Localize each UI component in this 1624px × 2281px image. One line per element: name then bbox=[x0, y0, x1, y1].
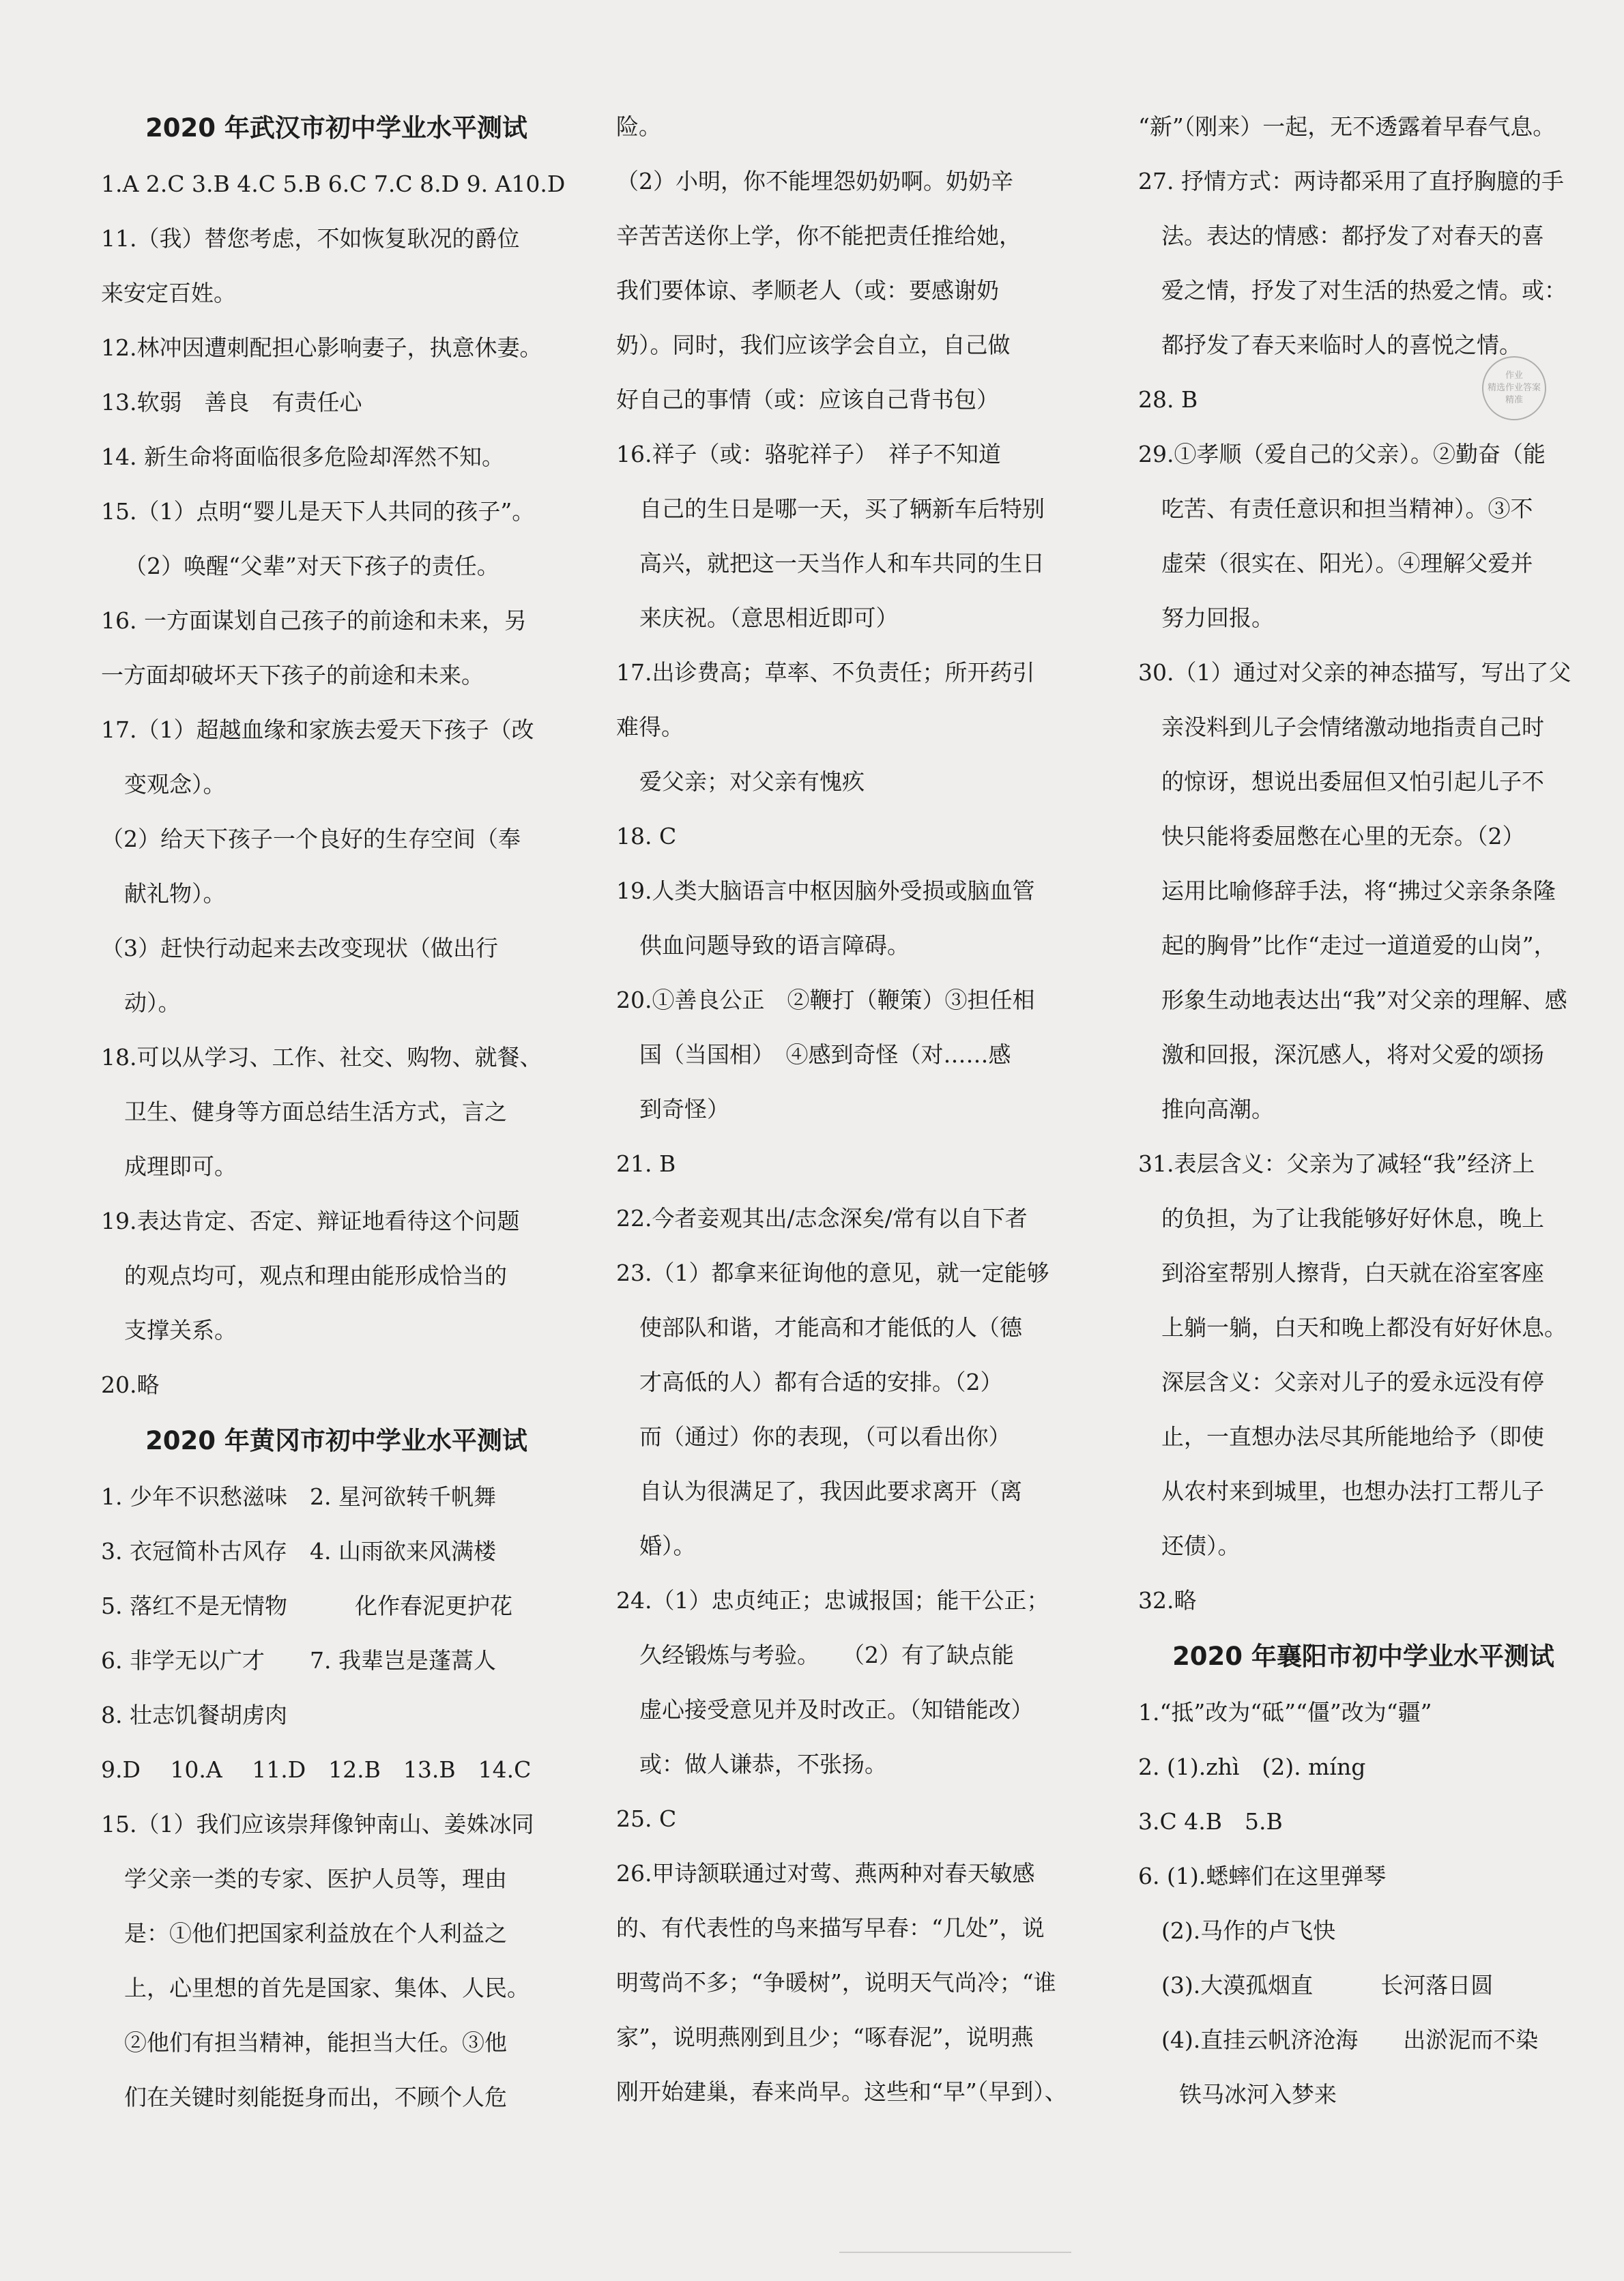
answer-line: 形象生动地表达出“我”对父亲的理解、感 bbox=[1161, 987, 1567, 1013]
answer-line: 15.（1）我们应该崇拜像钟南山、姜姝冰同 bbox=[101, 1811, 534, 1837]
answer-line: 18. C bbox=[616, 823, 677, 849]
answer-line: （2）唤醒“父辈”对天下孩子的责任。 bbox=[124, 553, 499, 579]
answer-line: (2).马作的卢飞快 bbox=[1161, 1917, 1336, 1944]
answer-line: 27. 抒情方式：两诗都采用了直抒胸臆的手 bbox=[1138, 168, 1564, 194]
answer-line: （2）给天下孩子一个良好的生存空间（奉 bbox=[101, 826, 521, 852]
answer-line: 我们要体谅、孝顺老人（或：要感谢奶 bbox=[616, 277, 999, 304]
answer-line: 从农村来到城里，也想办法打工帮儿子 bbox=[1161, 1478, 1544, 1505]
answer-line: 23.（1）都拿来征询他的意见，就一定能够 bbox=[616, 1260, 1049, 1286]
answer-line: 20.①善良公正 ②鞭打（鞭策）③担任相 bbox=[616, 987, 1035, 1013]
answer-line: 的观点均可，观点和理由能形成恰当的 bbox=[124, 1262, 507, 1289]
column-middle bbox=[616, 100, 1107, 2119]
answer-line: 3. 衣冠简朴古风存 4. 山雨欲来风满楼 bbox=[101, 1538, 496, 1565]
answer-line: 好自己的事情（或：应该自己背书包） bbox=[616, 386, 999, 413]
answer-line: 虚心接受意见并及时改正。（知错能改） bbox=[639, 1696, 1034, 1723]
answer-line: 1.A 2.C 3.B 4.C 5.B 6.C 7.C 8.D 9. A10.D bbox=[101, 171, 566, 197]
answer-line: 险。 bbox=[616, 113, 661, 140]
answer-line: 15.（1）点明“婴儿是天下人共同的孩子”。 bbox=[101, 498, 535, 525]
answer-line: 到奇怪） bbox=[639, 1096, 729, 1122]
answer-line: 16.祥子（或：骆驼祥子） 祥子不知道 bbox=[616, 441, 1001, 467]
answer-line: 的惊讶，想说出委屈但又怕引起儿子不 bbox=[1161, 768, 1544, 795]
answer-line: 辛苦苦送你上学，你不能把责任推给她， bbox=[616, 222, 1021, 249]
answer-line: 奶）。同时，我们应该学会自立，自己做 bbox=[616, 332, 1011, 358]
answer-line: 献礼物）。 bbox=[124, 880, 226, 907]
answer-line: 28. B bbox=[1138, 386, 1198, 413]
answer-line: 都抒发了春天来临时人的喜悦之情。 bbox=[1161, 332, 1522, 358]
answer-line: 29.①孝顺（爱自己的父亲）。②勤奋（能 bbox=[1138, 441, 1546, 467]
answer-line: 12.林冲因遭刺配担心影响妻子，执意休妻。 bbox=[101, 334, 542, 361]
answer-line: 爱之情，抒发了对生活的热爱之情。或： bbox=[1161, 277, 1567, 304]
answer-line: 止，一直想办法尽其所能地给予（即使 bbox=[1161, 1423, 1544, 1450]
answer-line: 上躺一躺，白天和晚上都没有好好休息。 bbox=[1161, 1314, 1567, 1341]
answer-line: 家”，说明燕刚到且少；“啄春泥”，说明燕 bbox=[616, 2024, 1034, 2050]
answer-line: 31.表层含义：父亲为了减轻“我”经济上 bbox=[1138, 1150, 1535, 1177]
answer-line: 使部队和谐，才能高和才能低的人（德 bbox=[639, 1314, 1022, 1341]
answer-line: 亲没料到儿子会情绪激动地指责自己时 bbox=[1161, 714, 1544, 740]
answer-line: 14. 新生命将面临很多危险却浑然不知。 bbox=[101, 444, 504, 470]
answer-line: 才高低的人）都有合适的安排。（2） bbox=[639, 1369, 1003, 1395]
answer-line: 久经锻炼与考验。 （2）有了缺点能 bbox=[639, 1642, 1014, 1668]
answer-line: 起的胸骨”比作“走过一道道爱的山岗”， bbox=[1161, 932, 1556, 959]
answer-line: 供血问题导致的语言障碍。 bbox=[639, 932, 910, 959]
answer-line: 20.略 bbox=[101, 1371, 160, 1398]
answer-line: 变观念）。 bbox=[124, 771, 226, 798]
answer-line: ②他们有担当精神，能担当大任。③他 bbox=[124, 2029, 507, 2056]
answer-line: 18.可以从学习、工作、社交、购物、就餐、 bbox=[101, 1044, 542, 1071]
answer-line: 1.“抵”改为“砥”“僵”改为“疆” bbox=[1138, 1699, 1432, 1726]
answer-line: “新”（刚来）一起，无不透露着早春气息。 bbox=[1138, 113, 1556, 140]
answer-line: 22.今者妾观其出/志念深矣/常有以自下者 bbox=[616, 1205, 1028, 1232]
column-left bbox=[101, 100, 572, 2125]
section-title: 2020 年襄阳市初中学业水平测试 bbox=[1172, 1642, 1554, 1671]
answer-line: 虚荣（很实在、阳光）。④理解父爱并 bbox=[1161, 550, 1533, 577]
answer-line: 婚）。 bbox=[639, 1532, 696, 1559]
answer-line: (3).大漠孤烟直 长河落日圆 bbox=[1161, 1972, 1494, 1999]
answer-line: 支撑关系。 bbox=[124, 1317, 237, 1343]
answer-line: （3）赶快行动起来去改变现状（做出行 bbox=[101, 935, 498, 961]
answer-line: 的、有代表性的鸟来描写早春：“几处”，说 bbox=[616, 1915, 1045, 1941]
answer-line: 上，心里想的首先是国家、集体、人民。 bbox=[124, 1975, 530, 2001]
answer-line: 卫生、健身等方面总结生活方式，言之 bbox=[124, 1099, 507, 1125]
answer-line: 难得。 bbox=[616, 714, 684, 740]
answer-line: 自认为很满足了，我因此要求离开（离 bbox=[639, 1478, 1022, 1505]
answer-line: 17.（1）超越血缘和家族去爱天下孩子（改 bbox=[101, 716, 534, 743]
answer-line: 推向高潮。 bbox=[1161, 1096, 1274, 1122]
answer-line: 深层含义：父亲对儿子的爱永远没有停 bbox=[1161, 1369, 1544, 1395]
watermark-stamp: 作业 精选作业答案 精准 bbox=[1482, 356, 1546, 420]
answer-line: 吃苦、有责任意识和担当精神）。③不 bbox=[1161, 495, 1533, 522]
section-title: 2020 年黄冈市初中学业水平测试 bbox=[145, 1426, 527, 1455]
answer-line: 动）。 bbox=[124, 989, 181, 1016]
answer-line: 9.D 10.A 11.D 12.B 13.B 14.C bbox=[101, 1756, 532, 1783]
answer-line: 快只能将委屈憋在心里的无奈。（2） bbox=[1161, 823, 1525, 849]
answer-line: 还债）。 bbox=[1161, 1532, 1241, 1559]
answer-line: 来庆祝。（意思相近即可） bbox=[639, 605, 899, 631]
answer-line: 11.（我）替您考虑，不如恢复耿况的爵位 bbox=[101, 225, 520, 252]
answer-line: 刚开始建巢，春来尚早。这些和“早”（早到）、 bbox=[616, 2078, 1067, 2105]
answer-line: 5. 落红不是无情物 化作春泥更护花 bbox=[101, 1593, 512, 1619]
answer-line: 32.略 bbox=[1138, 1587, 1197, 1614]
answer-line: 明莺尚不多；“争暖树”，说明天气尚冷；“谁 bbox=[616, 1969, 1056, 1996]
answer-line: 30.（1）通过对父亲的神态描写，写出了父 bbox=[1138, 659, 1571, 686]
answer-line: 2. (1).zhì (2). míng bbox=[1138, 1754, 1366, 1780]
answer-line: 6. 非学无以广才 7. 我辈岂是蓬蒿人 bbox=[101, 1647, 496, 1674]
answer-line: 们在关键时刻能挺身而出，不顾个人危 bbox=[124, 2084, 507, 2110]
answer-line: 或：做人谦恭，不张扬。 bbox=[639, 1751, 887, 1777]
answer-line: 21. B bbox=[616, 1150, 676, 1177]
answer-line: 运用比喻修辞手法，将“拂过父亲条条隆 bbox=[1161, 877, 1556, 904]
answer-line: 3.C 4.B 5.B bbox=[1138, 1808, 1283, 1835]
answer-line: 25. C bbox=[616, 1805, 677, 1832]
answer-line: 爱父亲；对父亲有愧疚 bbox=[639, 768, 865, 795]
answer-line: 是：①他们把国家利益放在个人利益之 bbox=[124, 1920, 507, 1947]
answer-line: 来安定百姓。 bbox=[101, 280, 236, 306]
answer-line: 自己的生日是哪一天，买了辆新车后特别 bbox=[639, 495, 1045, 522]
answer-line: 一方面却破坏天下孩子的前途和未来。 bbox=[101, 662, 484, 688]
answer-line: 16. 一方面谋划自己孩子的前途和未来，另 bbox=[101, 607, 527, 634]
answer-line: 国（当国相） ④感到奇怪（对……感 bbox=[639, 1041, 1011, 1068]
answer-line: 学父亲一类的专家、医护人员等，理由 bbox=[124, 1865, 507, 1892]
footer-rule bbox=[839, 2252, 1071, 2253]
answer-line: 8. 壮志饥餐胡虏肉 bbox=[101, 1702, 287, 1728]
answer-line: 19.表达肯定、否定、辩证地看待这个问题 bbox=[101, 1208, 520, 1234]
answer-line: 26.甲诗颔联通过对莺、燕两种对春天敏感 bbox=[616, 1860, 1035, 1887]
answer-line: 的负担，为了让我能够好好休息，晚上 bbox=[1161, 1205, 1544, 1232]
answer-line: 努力回报。 bbox=[1161, 605, 1274, 631]
answer-line: 激和回报，深沉感人，将对父爱的颂扬 bbox=[1161, 1041, 1544, 1068]
answer-line: 成理即可。 bbox=[124, 1153, 237, 1180]
answer-line: 24.（1）忠贞纯正；忠诚报国；能干公正； bbox=[616, 1587, 1049, 1614]
section-title: 2020 年武汉市初中学业水平测试 bbox=[145, 113, 527, 143]
answer-line: 到浴室帮别人擦背，白天就在浴室客座 bbox=[1161, 1260, 1544, 1286]
answer-line: 6. (1).蟋蟀们在这里弹琴 bbox=[1138, 1863, 1387, 1889]
answer-line: 铁马冰河入梦来 bbox=[1179, 2081, 1337, 2108]
answer-line: 高兴，就把这一天当作人和车共同的生日 bbox=[639, 550, 1045, 577]
answer-line: 13.软弱 善良 有责任心 bbox=[101, 389, 362, 416]
answer-line: 17.出诊费高；草率、不负责任；所开药引 bbox=[616, 659, 1035, 686]
answer-line: （2）小明，你不能埋怨奶奶啊。奶奶辛 bbox=[616, 168, 1013, 194]
answer-line: 19.人类大脑语言中枢因脑外受损或脑血管 bbox=[616, 877, 1035, 904]
answer-line: 而（通过）你的表现，（可以看出你） bbox=[639, 1423, 1011, 1450]
answer-line: 法。表达的情感：都抒发了对春天的喜 bbox=[1161, 222, 1544, 249]
answer-line: 1. 少年不识愁滋味 2. 星河欲转千帆舞 bbox=[101, 1483, 496, 1510]
answer-line: (4).直挂云帆济沧海 出淤泥而不染 bbox=[1161, 2026, 1539, 2053]
